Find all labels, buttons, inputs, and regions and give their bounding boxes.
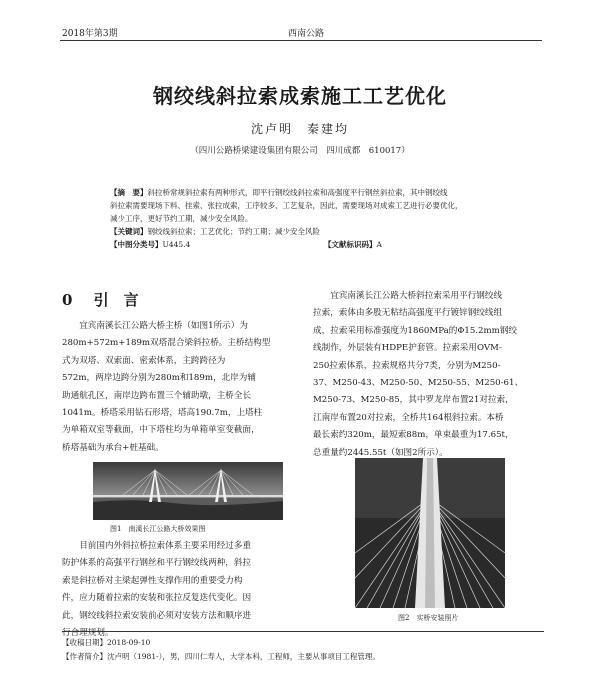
abstract-line1: 斜拉桥常规斜拉索有两种形式，即平行钢绞线斜拉索和高强度平行钢丝斜拉索，其中钢绞线 [147,188,448,197]
section-title: 引 言 [93,291,139,309]
doc-code-value: A [376,240,382,249]
intro-paragraph-2-line: 目前国内外斜拉桥拉索体系主要采用经过多重 [79,541,252,551]
intro-paragraph-1-line: 宜宾南溪长江公路大桥主桥（如图1所示）为 [79,321,248,331]
header-rule [60,40,542,41]
keywords-text: 钢绞线斜拉索；工艺优化；节约工期；减少安全风险 [147,227,320,236]
figure-2-caption: 图2 实桥安装照片 [398,614,459,622]
intro-paragraph-2-line: 防护体系的高强平行钢丝和平行钢绞线两种，斜拉 [62,558,252,569]
intro-paragraph-2-line: 索是斜拉桥对主梁起弹性支撑作用的重要受力构 [62,575,243,586]
section-number: 0 [62,291,73,309]
right-paragraph-1-line: 江南岸布置20对拉索，全桥共164根斜拉索。本桥 [313,412,504,423]
clc-label: 【中图分类号】 [110,240,163,249]
figure-1-image [93,462,283,520]
abstract-line3: 减少工序，更好节约工期，减少安全风险。 [110,214,253,223]
right-paragraph-1-line: 总重量约2445.55t（如图2所示）。 [313,447,448,458]
clc-value: U445.4 [162,240,191,249]
intro-paragraph-1-line: 式为双塔、双索面、密索体系，主跨跨径为 [62,355,226,366]
issue-label: 2018年第3期 [62,29,118,39]
journal-name: 西南公路 [288,29,325,39]
abstract-block [110,186,502,251]
intro-paragraph-1-line: 280m+572m+189m双塔混合梁斜拉桥。主桥结构型 [62,338,271,349]
paper-affiliation: （四川公路桥梁建设集团有限公司 四川成都 610017） [190,146,410,156]
paper-title: 钢绞线斜拉索成索施工工艺优化 [153,84,447,108]
right-paragraph-1-line: 最长索约320m，最短索88m，单束最重为17.65t， [313,430,514,441]
intro-paragraph-2 [62,538,296,642]
intro-paragraph-1-line: 1041m。桥塔采用钻石形塔，塔高190.7m，上塔柱 [62,408,263,419]
received-date: 【收稿日期】2018-09-10 [62,638,151,647]
bridge-illustration [93,462,283,520]
intro-paragraph-1-line: 572m，两岸边跨分别为280m和189m，北岸为辅 [62,373,256,384]
intro-paragraph-1-line: 助通航孔区，南岸边跨布置三个辅助墩，主桥全长 [62,390,252,401]
right-paragraph-1-line: 250拉索体系，拉索规格共分7类，分别为M250- [313,360,501,371]
author-intro: 【作者简介】沈卢明（1981-），男，四川仁寿人，大学本科，工程师，主要从事项目工程管理。 [62,652,380,661]
intro-paragraph-2-line: 行合理规划。 [62,628,114,639]
right-paragraph-1-line: 宜宾南溪长江公路大桥斜拉索采用平行钢绞线 [330,291,503,301]
right-paragraph-1-line: 成，拉索采用标准强度为1860MPa的Φ15.2mm钢绞 [313,325,517,336]
abstract-label: 【摘 要】 [110,188,148,197]
footnote-rule [62,631,544,632]
figure-1-caption: 图1 南溪长江公路大桥效果图 [110,525,206,533]
keywords-label: 【关键词】 [110,227,148,236]
intro-paragraph-1-line: 桥塔基础为承台+桩基础。 [62,442,164,453]
abstract-line2: 斜拉索需要现场下料、挂索、张拉成索，工序较多、工艺复杂，因此，需要现场对成索工艺进行必要优化， [110,201,463,210]
paper-authors: 沈卢明 秦建均 [250,122,349,136]
figure-2-image [355,458,505,608]
intro-paragraph-2-line: 件，应力随着拉索的安装和张拉反复迭代变化。因 [62,593,252,604]
section-heading [62,289,139,310]
right-paragraph-1-line: M250-73、M250-85，其中罗龙岸布置21对拉索， [313,395,514,406]
doc-code-label: 【文献标识码】 [324,240,377,249]
cable-photo [355,458,505,608]
intro-paragraph-1 [62,318,296,457]
intro-paragraph-2-line: 此，钢绞线斜拉索安装前必须对安装方法和顺序进 [62,610,252,621]
right-paragraph-1-line: 线制作，外层装有HDPE护套管。拉索采用OVM- [313,343,502,354]
intro-paragraph-1-line: 为单箱双室等截面，中下塔柱均为单箱单室变截面， [62,425,260,436]
right-paragraph-1 [313,288,547,462]
right-paragraph-1-line: 37、M250-43、M250-50、M250-55、M250-61、 [313,378,524,389]
right-paragraph-1-line: 拉索，索体由多股无粘结高强度平行镀锌钢绞线组 [313,308,503,319]
